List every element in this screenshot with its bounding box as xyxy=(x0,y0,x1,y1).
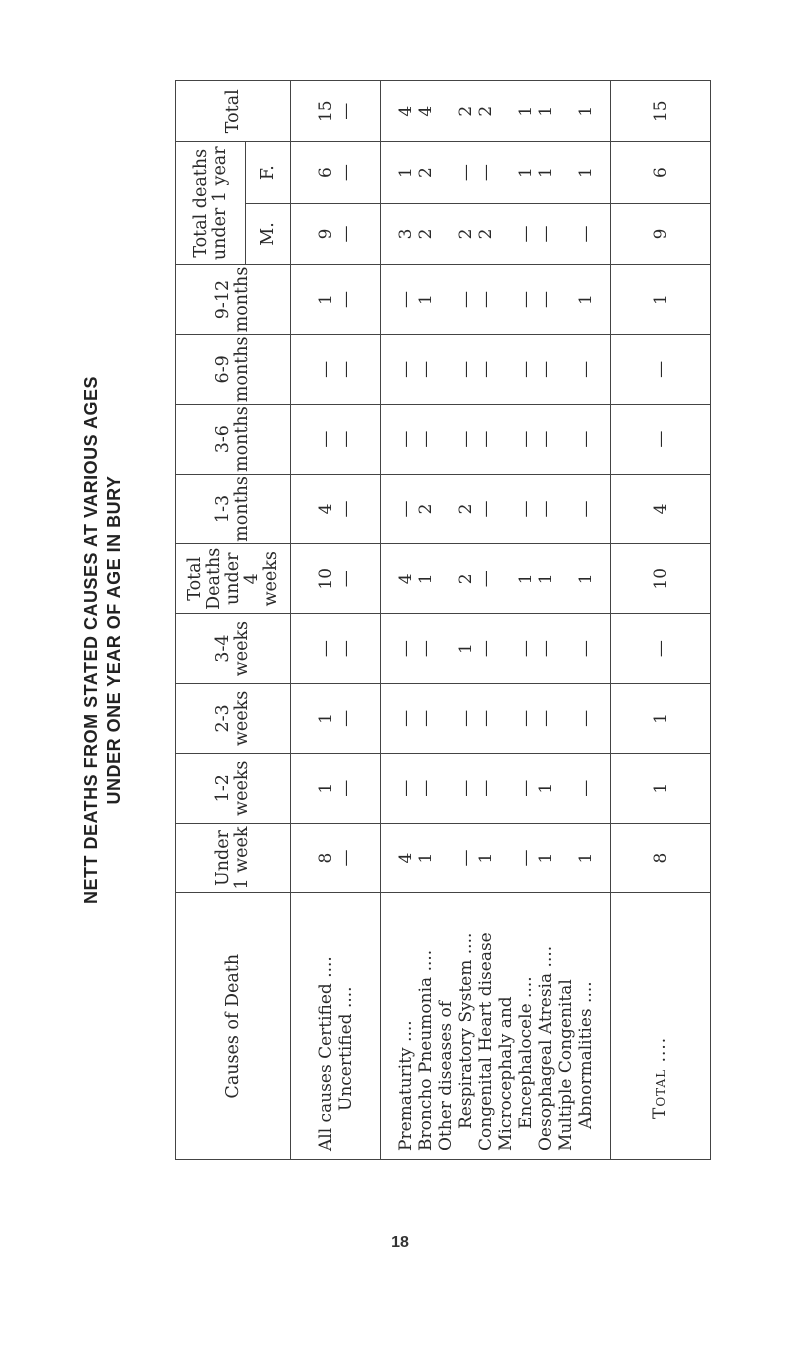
header-9-12-months: 9-12 months xyxy=(176,265,291,335)
cell: — xyxy=(535,640,556,658)
cell xyxy=(556,265,576,334)
cell: 8 — xyxy=(291,823,381,893)
cell: 1 xyxy=(515,167,536,179)
cell xyxy=(436,265,456,334)
total-cell: 1 xyxy=(611,684,711,754)
total-cell: 4 xyxy=(611,474,711,544)
cell: 1 xyxy=(535,573,556,585)
cell: — xyxy=(455,430,476,448)
cell: — xyxy=(415,779,436,797)
mortality-table xyxy=(175,80,711,1160)
row-label: Prematurity .... xyxy=(395,1020,416,1151)
cell: 1 xyxy=(455,643,476,655)
title-line-2: UNDER ONE YEAR OF AGE IN BURY xyxy=(104,475,124,805)
cell: 2 xyxy=(475,105,496,117)
cell xyxy=(436,544,456,613)
row-label: Congenital Heart disease xyxy=(475,932,496,1151)
cell: 1 xyxy=(515,105,536,117)
cause-column xyxy=(381,203,611,264)
cell: 2 xyxy=(455,503,476,515)
cell xyxy=(556,544,576,613)
cell xyxy=(496,204,516,264)
cell: 1 xyxy=(575,852,596,864)
cell: — xyxy=(515,779,536,797)
header-female: F. xyxy=(246,142,291,203)
cell: — xyxy=(575,779,596,797)
cell xyxy=(496,614,516,683)
cell: — xyxy=(575,430,596,448)
cell xyxy=(496,824,516,893)
cell: 9 — xyxy=(291,203,381,264)
cell xyxy=(496,405,516,474)
cell: — xyxy=(475,709,496,727)
cell xyxy=(436,824,456,893)
cell xyxy=(556,405,576,474)
cell: — xyxy=(395,709,416,727)
cell xyxy=(496,754,516,823)
cell: — xyxy=(575,640,596,658)
row-label: Multiple Congenital xyxy=(555,979,576,1151)
total-cell: 8 xyxy=(611,823,711,893)
header-under-1-week: Under 1 week xyxy=(176,823,291,893)
cell: 1 xyxy=(535,782,556,794)
certified-block xyxy=(291,81,381,1160)
row-label: Other diseases of xyxy=(435,1001,456,1151)
cell: — xyxy=(455,291,476,309)
cell: 1 xyxy=(535,167,556,179)
header-6-9-months: 6-9 months xyxy=(176,334,291,404)
cell xyxy=(436,335,456,404)
cell xyxy=(496,475,516,544)
cell: 4 — xyxy=(291,474,381,544)
cause-column xyxy=(381,334,611,404)
cell: — xyxy=(415,430,436,448)
cell xyxy=(556,614,576,683)
cell: 4 xyxy=(415,105,436,117)
page-number: 18 xyxy=(391,1234,409,1251)
cell: 2 xyxy=(455,573,476,585)
cell xyxy=(556,142,576,202)
header-cause: Causes of Death xyxy=(176,893,291,1160)
cell xyxy=(496,81,516,141)
row-label: Oesophageal Atresia .... xyxy=(535,945,556,1151)
cell: — xyxy=(515,360,536,378)
cell xyxy=(556,824,576,893)
cell xyxy=(436,475,456,544)
cell xyxy=(556,204,576,264)
cell: 2 xyxy=(415,503,436,515)
cell: 3 xyxy=(395,228,416,240)
cell: 1 xyxy=(535,852,556,864)
cell: 2 xyxy=(455,105,476,117)
row-label: Broncho Pneumonia .... xyxy=(415,949,436,1151)
total-cell: — xyxy=(611,614,711,684)
cell: — xyxy=(475,779,496,797)
cell: — xyxy=(455,360,476,378)
total-label-text: Total .... xyxy=(650,1036,670,1119)
cell: — xyxy=(395,360,416,378)
cell xyxy=(436,405,456,474)
cell: 2 xyxy=(415,167,436,179)
cell: — xyxy=(395,779,416,797)
cell xyxy=(496,544,516,613)
cell: — xyxy=(475,640,496,658)
total-cell: 9 xyxy=(611,203,711,264)
cell: — — xyxy=(291,614,381,684)
cell: 1 xyxy=(415,294,436,305)
cause-column xyxy=(381,684,611,754)
cell: 10 — xyxy=(291,544,381,614)
total-cell: 1 xyxy=(611,753,711,823)
cell xyxy=(496,142,516,202)
cell: — — xyxy=(291,334,381,404)
header-male: M. xyxy=(246,203,291,264)
cause-column xyxy=(381,81,611,142)
header-total-under-4-weeks: Total Deaths under 4 weeks xyxy=(176,544,291,614)
cell: — xyxy=(475,570,496,588)
cause-column xyxy=(381,142,611,203)
cell: — xyxy=(575,360,596,378)
cell xyxy=(496,265,516,334)
cell: 1 xyxy=(415,852,436,864)
row-label: Abnormalities .... xyxy=(575,981,596,1129)
total-row xyxy=(611,81,711,1160)
cell: — xyxy=(475,360,496,378)
cell: — xyxy=(575,225,596,243)
page-title xyxy=(80,240,140,1040)
header-3-6-months: 3-6 months xyxy=(176,404,291,474)
cell: — xyxy=(515,291,536,309)
cell: — xyxy=(395,291,416,309)
cell: 1 — xyxy=(291,265,381,335)
total-cell: — xyxy=(611,404,711,474)
cell: 4 xyxy=(395,105,416,117)
cause-labels xyxy=(381,893,611,1160)
cell: — xyxy=(455,709,476,727)
cell: — xyxy=(515,640,536,658)
cell: — xyxy=(455,164,476,182)
cell: 1 xyxy=(575,167,596,179)
row-label: Encephalocele .... xyxy=(515,976,536,1129)
cell: — xyxy=(515,500,536,518)
header-row-1 xyxy=(176,81,246,1160)
header-3-4-weeks: 3-4 weeks xyxy=(176,614,291,684)
total-cell: 10 xyxy=(611,544,711,614)
cell: — xyxy=(575,709,596,727)
cell xyxy=(436,81,456,141)
total-cell: 15 xyxy=(611,81,711,142)
cell: — xyxy=(575,500,596,518)
cell xyxy=(436,142,456,202)
cell: — xyxy=(535,360,556,378)
cell: — xyxy=(535,430,556,448)
cause-column xyxy=(381,474,611,544)
cell: 1 xyxy=(575,294,596,305)
cell: 2 xyxy=(415,228,436,240)
total-label xyxy=(611,893,711,1160)
cause-block xyxy=(381,81,611,1160)
cell xyxy=(496,335,516,404)
total-cell: — xyxy=(611,334,711,404)
cell: 1 — xyxy=(291,753,381,823)
mortality-table-rotated xyxy=(175,80,710,1160)
cell: 1 xyxy=(535,105,556,117)
cell: 1 — xyxy=(291,684,381,754)
cell: 2 xyxy=(475,228,496,240)
cell: — xyxy=(475,291,496,309)
cell: — xyxy=(395,500,416,518)
cell: — xyxy=(535,500,556,518)
cell: 1 xyxy=(395,167,416,179)
header-2-3-weeks: 2-3 weeks xyxy=(176,684,291,754)
cell: 1 xyxy=(515,573,536,585)
certified-labels xyxy=(291,893,381,1160)
cause-column xyxy=(381,544,611,614)
cell: — xyxy=(415,709,436,727)
cell xyxy=(496,684,516,753)
cell: — xyxy=(535,709,556,727)
title-line-1: NETT DEATHS FROM STATED CAUSES AT VARIOUS AGES xyxy=(81,376,101,905)
cause-column xyxy=(381,265,611,335)
cell: — — xyxy=(291,404,381,474)
cell: 15 — xyxy=(291,81,381,142)
cell xyxy=(436,204,456,264)
row-label: Uncertified .... xyxy=(335,986,356,1111)
cell xyxy=(556,754,576,823)
cell: 4 xyxy=(395,852,416,864)
cell: — xyxy=(415,360,436,378)
cell: — xyxy=(475,164,496,182)
cell: 1 xyxy=(575,105,596,117)
cause-column xyxy=(381,614,611,684)
cell xyxy=(556,684,576,753)
row-label: All causes Certified .... xyxy=(315,956,336,1151)
cause-column xyxy=(381,753,611,823)
cell: — xyxy=(475,500,496,518)
header-total: Total xyxy=(176,81,291,142)
cell xyxy=(556,81,576,141)
header-1-2-weeks: 1-2 weeks xyxy=(176,753,291,823)
cell: — xyxy=(395,640,416,658)
cell: — xyxy=(515,225,536,243)
cell xyxy=(556,335,576,404)
cell: 1 xyxy=(575,573,596,585)
total-cell: 1 xyxy=(611,265,711,335)
cell: — xyxy=(415,640,436,658)
cell xyxy=(436,684,456,753)
cell: — xyxy=(535,291,556,309)
cell: 1 xyxy=(475,852,496,864)
cell xyxy=(556,475,576,544)
cell: — xyxy=(475,430,496,448)
cell: 6 — xyxy=(291,142,381,203)
header-total-under-1-year: Total deaths under 1 year xyxy=(176,142,246,265)
cause-column xyxy=(381,404,611,474)
cell: — xyxy=(395,430,416,448)
header-1-3-months: 1-3 months xyxy=(176,474,291,544)
cell: — xyxy=(535,225,556,243)
cell: — xyxy=(515,430,536,448)
cell: — xyxy=(455,849,476,867)
cell: 1 xyxy=(415,573,436,585)
row-label: Respiratory System .... xyxy=(455,932,476,1129)
cell xyxy=(436,754,456,823)
cell: 4 xyxy=(395,573,416,585)
cell: 2 xyxy=(455,228,476,240)
row-label: Microcephaly and xyxy=(495,996,516,1151)
cell: — xyxy=(455,779,476,797)
cell xyxy=(436,614,456,683)
cause-column xyxy=(381,823,611,893)
total-cell: 6 xyxy=(611,142,711,203)
cell: — xyxy=(515,849,536,867)
cell: — xyxy=(515,709,536,727)
